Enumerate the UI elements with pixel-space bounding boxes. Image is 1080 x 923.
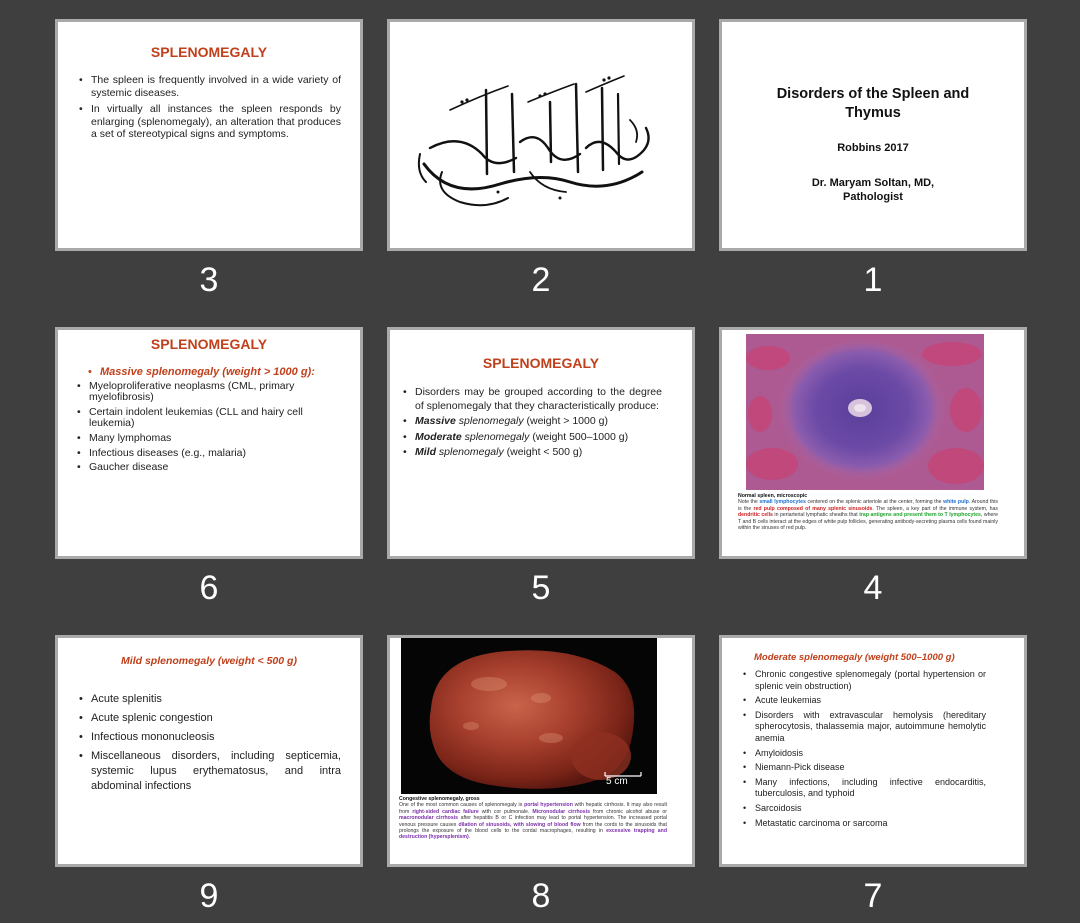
bullet-item: • Sarcoidosis	[743, 803, 986, 815]
slide-title: SPLENOMEGALY	[150, 336, 268, 352]
slide-subtitle: Robbins 2017	[837, 142, 909, 154]
slide-thumbnail-4[interactable]	[719, 327, 1027, 559]
bullet-item: • Infectious diseases (e.g., malaria)	[77, 448, 328, 460]
bullet-list	[79, 74, 341, 141]
bullet-item: • Chronic congestive splenomegaly (portal hypertension or splenic vein obstruction)	[743, 669, 986, 692]
bismillah-calligraphy-image	[390, 22, 692, 248]
bullet-item: • Metastatic carcinoma or sarcoma	[743, 818, 986, 830]
intro-bullet: • Disorders may be grouped according to the degree of splenomegaly that they characteristically produce:	[403, 386, 662, 413]
bullet-item: • The spleen is frequently involved in a wide variety of systemic diseases.	[79, 74, 341, 99]
bullet-item: • Acute splenic congestion	[79, 711, 341, 726]
scale-bar-label: 5 cm	[606, 776, 628, 787]
slide-number-2: 2	[531, 261, 551, 299]
spleen-gross-photo-image	[401, 638, 657, 794]
slide-thumbnail-6[interactable]	[55, 327, 363, 559]
bullet-item: • Infectious mononucleosis	[79, 730, 341, 745]
slide-thumbnail-1[interactable]	[719, 19, 1027, 251]
bullet-list	[77, 381, 328, 474]
slide-number-8: 8	[531, 877, 551, 915]
slide-thumbnail-5[interactable]	[387, 327, 695, 559]
slide-thumbnail-2[interactable]	[387, 19, 695, 251]
massive-heading: • Massive splenomegaly (weight > 1000 g):	[88, 366, 315, 378]
author-name: Dr. Maryam Soltan, MD,	[811, 177, 935, 189]
bullet-item: • Gaucher disease	[77, 462, 328, 474]
slide-title: Disorders of the Spleen and Thymus	[776, 86, 970, 121]
bullet-item: • Acute leukemias	[743, 695, 986, 707]
bullet-item: • Amyloidosis	[743, 748, 986, 760]
bullet-item: • Many lymphomas	[77, 433, 328, 445]
micrograph-caption: Normal spleen, microscopic Note the small lymphocytes centered on the splenic arteriole at the center, forming the white pulp. Around this is the red pulp composed of many splenic sinusoids. The spleen, a key part of the immune system, has dendritic cells in periarterial lymphatic sheaths that trap antigens and present them to T lymphocytes, where T and B cells interact at the edges of white pulp follicles, generating antibody-secreting plasma cells found mainly within the sinuses of red pulp.	[738, 493, 998, 532]
bullet-item: • Niemann-Pick disease	[743, 762, 986, 774]
slide-thumbnail-8[interactable]	[387, 635, 695, 867]
mild-heading: Mild splenomegaly (weight < 500 g)	[121, 655, 297, 667]
slide-number-4: 4	[863, 569, 883, 607]
slide-number-1: 1	[863, 261, 883, 299]
bullet-list	[79, 692, 341, 794]
moderate-heading: Moderate splenomegaly (weight 500–1000 g)	[754, 652, 955, 663]
bullet-item: • Mild splenomegaly (weight < 500 g)	[403, 446, 662, 460]
slide-title: SPLENOMEGALY	[150, 44, 268, 60]
bullet-item: • Certain indolent leukemias (CLL and hairy cell leukemia)	[77, 407, 328, 430]
spleen-micrograph-image	[746, 334, 984, 490]
bullet-item: • Many infections, including infective endocarditis, tuberculosis, and typhoid	[743, 777, 986, 800]
bullet-item: • Disorders with extravascular hemolysis (hereditary spherocytosis, thalassemia major, autoimmune hemolytic anemia	[743, 710, 986, 745]
slide-number-9: 9	[199, 877, 219, 915]
bullet-item: • In virtually all instances the spleen responds by enlarging (splenomegaly), an alteration that produces a set of stereotypical signs and symptoms.	[79, 103, 341, 141]
slide-number-3: 3	[199, 261, 219, 299]
bullet-item: • Moderate splenomegaly (weight 500–1000 g)	[403, 431, 662, 445]
slide-thumbnail-9[interactable]	[55, 635, 363, 867]
gross-photo-caption: Congestive splenomegaly, gross One of the most common causes of splenomegaly is portal hypertension with hepatic cirrhosis. It may also result from right-sided cardiac failure with cor pulmonale. Micronodular cirrhosis from chronic alcohol abuse or macronodular cirrhosis after hepatitis B or C infection may lead to portal hypertension. The increased portal venous pressure causes dilation of sinusoids, with slowing of blood flow from the cords to the sinusoids that prolongs the exposure of the blood cells to the cordal macrophages, resulting in excessive trapping and destruction (hypersplenism).	[399, 796, 668, 841]
slide-title: SPLENOMEGALY	[482, 355, 600, 371]
bullet-item: • Myeloproliferative neoplasms (CML, primary myelofibrosis)	[77, 381, 328, 404]
bullet-item: • Massive splenomegaly (weight > 1000 g)	[403, 415, 662, 429]
slide-number-7: 7	[863, 877, 883, 915]
author-title: Pathologist	[843, 191, 903, 203]
bullet-item: • Miscellaneous disorders, including septicemia, systemic lupus erythematosus, and intra abdominal infections	[79, 749, 341, 794]
slide-thumbnail-7[interactable]	[719, 635, 1027, 867]
slide-number-5: 5	[531, 569, 551, 607]
bullet-list	[403, 386, 662, 460]
bullet-list	[743, 669, 986, 829]
slide-number-6: 6	[199, 569, 219, 607]
slide-thumbnail-3[interactable]	[55, 19, 363, 251]
bullet-item: • Acute splenitis	[79, 692, 341, 707]
